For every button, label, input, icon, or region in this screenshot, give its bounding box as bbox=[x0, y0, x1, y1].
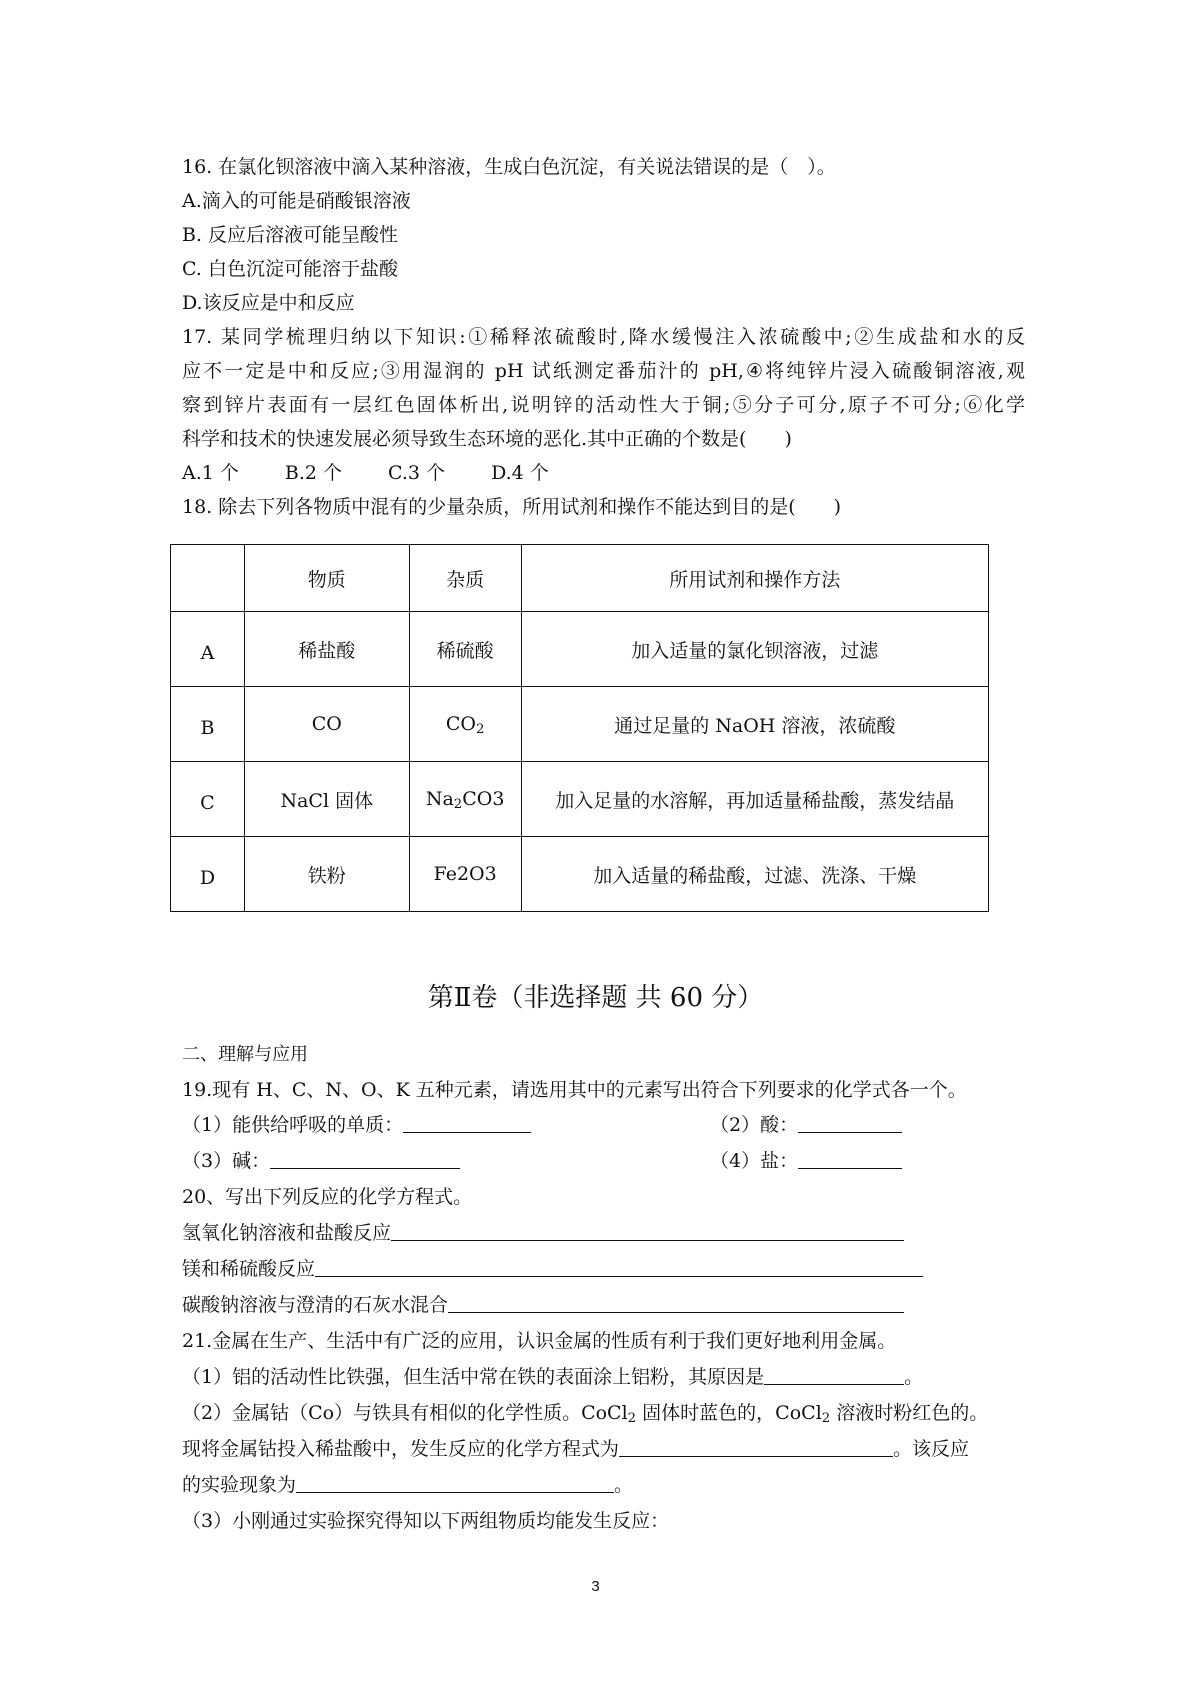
q21-part-2-text: 溶液时粉红色的。 bbox=[830, 1402, 989, 1424]
q19-part-4 bbox=[710, 1148, 902, 1174]
method-cell: 加入足量的水溶解，再加适量稀盐酸，蒸发结晶 bbox=[521, 762, 988, 837]
q21-part-1-end: 。 bbox=[904, 1366, 924, 1388]
q19-part-3 bbox=[182, 1148, 460, 1174]
method-cell: 加入适量的稀盐酸，过滤、洗涤、干燥 bbox=[521, 837, 988, 912]
q17-options bbox=[182, 460, 595, 486]
answer-blank[interactable] bbox=[764, 1366, 904, 1385]
q20-item-2-label: 镁和稀硫酸反应 bbox=[182, 1258, 316, 1280]
q17-line-3: 察到锌片表面有一层红色固体析出,说明锌的活动性大于铜;⑤分子可分,原子不可分;⑥化学 bbox=[182, 394, 1025, 416]
q21-part-2-line-3 bbox=[182, 1472, 633, 1498]
q20-stem: 20、写出下列反应的化学方程式。 bbox=[182, 1186, 473, 1208]
q19-part-1-label: （1）能供给呼吸的单质： bbox=[182, 1114, 404, 1136]
q20-item-1 bbox=[182, 1220, 904, 1246]
answer-blank[interactable] bbox=[315, 1258, 923, 1277]
substance-cell: NaCl 固体 bbox=[244, 762, 409, 837]
q17-line-4: 科学和技术的快速发展必须导致生态环境的恶化.其中正确的个数是( ) bbox=[182, 428, 792, 450]
q17-option-a: A.1 个 bbox=[182, 462, 239, 484]
q21-part-2-text: 现将金属钴投入稀盐酸中，发生反应的化学方程式为 bbox=[182, 1438, 620, 1460]
impurity-text: 稀硫酸 bbox=[436, 639, 494, 662]
q17-line-2: 应不一定是中和反应;③用湿润的 pH 试纸测定番茄汁的 pH,④将纯锌片浸入硫酸铜溶液,观 bbox=[182, 360, 1025, 382]
q16-option-c: C. 白色沉淀可能溶于盐酸 bbox=[182, 258, 398, 280]
q21-part-2-text: 的实验现象为 bbox=[182, 1474, 297, 1496]
q16-option-a: A.滴入的可能是硝酸银溶液 bbox=[182, 190, 411, 212]
row-label: C bbox=[171, 762, 245, 837]
q20-item-2 bbox=[182, 1256, 923, 1282]
impurity-cell bbox=[409, 612, 521, 687]
row-label: B bbox=[171, 687, 245, 762]
table-header-row bbox=[171, 545, 989, 612]
q17-line-1: 17. 某同学梳理归纳以下知识:①稀释浓硫酸时,降水缓慢注入浓硫酸中;②生成盐和水的反 bbox=[182, 326, 1025, 348]
q18-stem: 18. 除去下列各物质中混有的少量杂质，所用试剂和操作不能达到目的是( ) bbox=[182, 496, 842, 518]
impurity-subscript: 2 bbox=[475, 722, 485, 737]
table-row bbox=[171, 762, 989, 837]
substance-cell: 铁粉 bbox=[244, 837, 409, 912]
q17-option-c: C.3 个 bbox=[388, 462, 446, 484]
answer-blank[interactable] bbox=[619, 1438, 893, 1457]
q20-item-3 bbox=[182, 1292, 904, 1318]
q19-part-3-label: （3）碱： bbox=[182, 1150, 271, 1172]
section-heading: 二、理解与应用 bbox=[182, 1044, 308, 1065]
page-number: 3 bbox=[591, 1578, 600, 1595]
q21-part-2-text: 。 bbox=[614, 1474, 634, 1496]
q20-item-3-label: 碳酸钠溶液与澄清的石灰水混合 bbox=[182, 1294, 449, 1316]
q18-table bbox=[170, 544, 989, 912]
table-header-cell: 所用试剂和操作方法 bbox=[521, 545, 988, 612]
substance-cell: 稀盐酸 bbox=[244, 612, 409, 687]
impurity-cell bbox=[409, 687, 521, 762]
q21-part-2-line-2 bbox=[182, 1436, 969, 1462]
q21-part-3: （3）小刚通过实验探究得知以下两组物质均能发生反应： bbox=[182, 1510, 670, 1532]
impurity-text: CO bbox=[445, 713, 476, 735]
impurity-text-tail: CO3 bbox=[462, 788, 505, 810]
q17-option-b: B.2 个 bbox=[284, 462, 343, 484]
q21-part-1 bbox=[182, 1364, 923, 1390]
q19-part-2 bbox=[710, 1112, 902, 1138]
q16-option-d: D.该反应是中和反应 bbox=[182, 292, 355, 314]
impurity-cell bbox=[409, 762, 521, 837]
table-row bbox=[171, 687, 989, 762]
table-header-cell bbox=[171, 545, 245, 612]
impurity-text: Na bbox=[425, 788, 454, 810]
row-label: D bbox=[171, 837, 245, 912]
method-cell: 通过足量的 NaOH 溶液，浓硫酸 bbox=[521, 687, 988, 762]
answer-blank[interactable] bbox=[798, 1114, 902, 1133]
section-title: 第Ⅱ卷（非选择题 共 60 分） bbox=[427, 983, 764, 1013]
row-label: A bbox=[171, 612, 245, 687]
table-header-cell: 杂质 bbox=[409, 545, 521, 612]
q21-part-2-line-1 bbox=[182, 1400, 988, 1426]
answer-blank[interactable] bbox=[448, 1294, 904, 1313]
answer-blank[interactable] bbox=[270, 1150, 460, 1169]
subscript: 2 bbox=[821, 1411, 831, 1426]
table-row bbox=[171, 612, 989, 687]
impurity-cell bbox=[409, 837, 521, 912]
substance-cell: CO bbox=[244, 687, 409, 762]
q19-part-2-label: （2）酸： bbox=[710, 1114, 799, 1136]
impurity-subscript: 2 bbox=[453, 797, 463, 812]
q21-part-2-text: 。该反应 bbox=[893, 1438, 970, 1460]
q19-part-4-label: （4）盐： bbox=[710, 1150, 799, 1172]
q16-option-b: B. 反应后溶液可能呈酸性 bbox=[182, 224, 399, 246]
q20-item-1-label: 氢氧化钠溶液和盐酸反应 bbox=[182, 1222, 392, 1244]
q21-stem: 21.金属在生产、生活中有广泛的应用，认识金属的性质有利于我们更好地利用金属。 bbox=[182, 1330, 897, 1352]
table-header-cell: 物质 bbox=[244, 545, 409, 612]
q21-part-2-text: （2）金属钴（Co）与铁具有相似的化学性质。CoCl bbox=[182, 1402, 628, 1424]
impurity-text: Fe2O3 bbox=[433, 863, 497, 885]
method-cell: 加入适量的氯化钡溶液，过滤 bbox=[521, 612, 988, 687]
q16-stem: 16. 在氯化钡溶液中滴入某种溶液，生成白色沉淀，有关说法错误的是（ ）。 bbox=[182, 156, 836, 178]
q19-stem: 19.现有 H、C、N、O、K 五种元素，请选用其中的元素写出符合下列要求的化学式各一个。 bbox=[182, 1079, 967, 1101]
answer-blank[interactable] bbox=[403, 1114, 531, 1133]
q19-part-1 bbox=[182, 1112, 531, 1138]
answer-blank[interactable] bbox=[296, 1474, 614, 1493]
answer-blank[interactable] bbox=[798, 1150, 902, 1169]
answer-blank[interactable] bbox=[391, 1222, 904, 1241]
subscript: 2 bbox=[627, 1411, 637, 1426]
q21-part-2-text: 固体时蓝色的，CoCl bbox=[636, 1402, 822, 1424]
table-row bbox=[171, 837, 989, 912]
q21-part-1-text: （1）铝的活动性比铁强，但生活中常在铁的表面涂上铝粉，其原因是 bbox=[182, 1366, 765, 1388]
q17-option-d: D.4 个 bbox=[491, 462, 549, 484]
